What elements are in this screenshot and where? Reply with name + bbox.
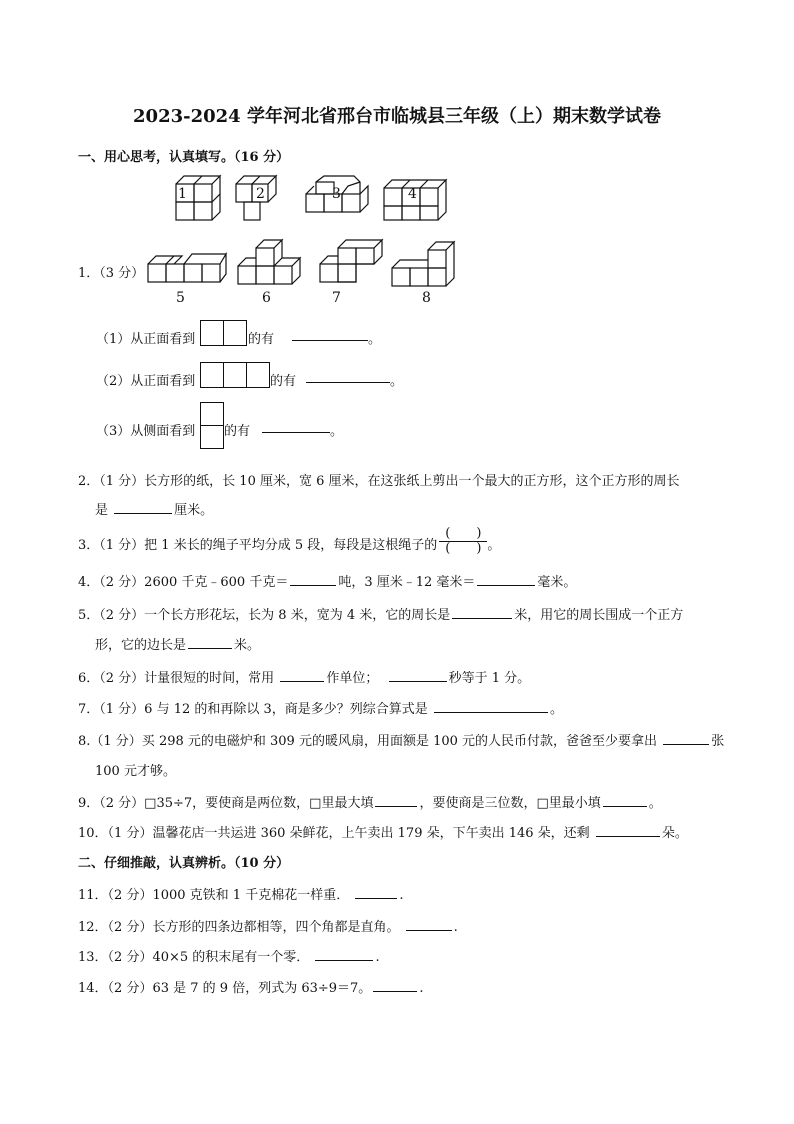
fraction-numerator[interactable]: ( ) [439, 527, 487, 542]
fraction-denominator[interactable]: ( ) [445, 540, 482, 556]
q1-sub1-prefix: （1）从正面看到 [96, 332, 196, 347]
question-2-line2 [95, 499, 213, 518]
front-view-three-squares-3 [246, 362, 270, 388]
q6-text-b: 作单位； [326, 671, 379, 686]
q8-text-a: 8.（1 分）买 298 元的电磁炉和 309 元的暖风扇，用面额是 100 元的人民币付款，爸爸至少要拿出 [78, 734, 658, 749]
q5-text-b: 米，用它的周长围成一个正方 [514, 608, 684, 623]
q5-text-c: 形，它的边长是 [95, 638, 187, 653]
figure-label-7: 7 [332, 290, 341, 306]
q2-suffix: 厘米。 [174, 503, 214, 518]
question-14 [78, 977, 423, 996]
q13-end: . [375, 950, 380, 965]
q4-blank-2[interactable] [477, 573, 535, 586]
q14-blank[interactable] [373, 979, 417, 992]
q4-text-c: 毫米。 [537, 575, 577, 590]
front-view-two-squares-left [200, 320, 224, 346]
q12-end: . [453, 920, 458, 935]
section-heading-2: 二、仔细推敲，认真辨析。（10 分） [78, 856, 290, 871]
q6-text-c: 秒等于 1 分。 [448, 671, 531, 686]
question-5 [78, 604, 683, 623]
figure-label-6: 6 [262, 290, 271, 306]
q1-sub1-blank[interactable] [292, 328, 368, 341]
q13-blank[interactable] [315, 948, 373, 961]
q1-sub1-end: 。 [368, 332, 382, 347]
q6-blank-2[interactable] [389, 669, 447, 682]
q1-sub2-end: 。 [390, 374, 404, 389]
q9-text-b: ，要使商是三位数，□里最小填 [419, 796, 601, 811]
section-heading-1: 一、用心思考，认真填写。（16 分） [78, 150, 290, 165]
front-view-three-squares-2 [223, 362, 247, 388]
q12-blank[interactable] [406, 918, 452, 931]
q12-text: 12．（2 分）长方形的四条边都相等，四个角都是直角。 [78, 920, 400, 935]
q5-text-a: 5．（2 分）一个长方形花坛，长为 8 米，宽为 4 米，它的周长是 [78, 608, 451, 623]
question-5-line2 [95, 634, 260, 653]
question-6 [78, 667, 530, 686]
q10-blank[interactable] [596, 824, 660, 837]
q1-sub3-suffix: 的有 [224, 424, 251, 439]
q7-text-a: 7．（1 分）6 与 12 的和再除以 3，商是多少？列综合算式是 [78, 702, 428, 717]
front-view-three-squares-1 [200, 362, 224, 388]
figure-label-4: 4 [408, 186, 417, 202]
question-8 [78, 730, 724, 749]
figure-label-3: 3 [332, 186, 341, 202]
q8-blank[interactable] [663, 732, 709, 745]
side-view-bottom-square [200, 425, 224, 449]
question-4 [78, 571, 576, 590]
figure-label-1: 1 [178, 186, 187, 202]
cube-figure-5 [148, 254, 226, 282]
question-8-line2: 100 元才够。 [95, 764, 176, 779]
q1-sub3-blank[interactable] [262, 420, 330, 433]
q1-sub2-blank[interactable] [306, 370, 390, 383]
q7-blank[interactable] [434, 700, 548, 713]
front-view-two-squares-right [223, 320, 247, 346]
q13-text: 13．（2 分）40×5 的积末尾有一个零． [78, 950, 310, 965]
side-view-top-square [200, 402, 224, 426]
q4-text-a: 4．（2 分）2600 千克﹣600 千克＝ [78, 575, 289, 590]
q2-prefix: 是 [95, 503, 109, 518]
cube-figure-6 [238, 240, 300, 284]
question-11 [78, 884, 403, 903]
figure-label-5: 5 [176, 290, 185, 306]
cube-figure-7 [320, 240, 382, 282]
q3-end: 。 [487, 538, 501, 553]
q7-text-b: 。 [549, 702, 563, 717]
q1-sub3-end: 。 [330, 424, 344, 439]
figure-label-8: 8 [422, 290, 431, 306]
question-10 [78, 822, 688, 841]
q9-blank-1[interactable] [375, 794, 417, 807]
q4-text-b: 吨，3 厘米﹣12 毫米＝ [338, 575, 476, 590]
q9-blank-2[interactable] [603, 794, 647, 807]
q3-text: 3．（1 分）把 1 米长的绳子平均分成 5 段，每段是这根绳子的 [78, 538, 438, 553]
q6-text-a: 6．（2 分）计量很短的时间，常用 [78, 671, 275, 686]
question-2: 2．（1 分）长方形的纸，长 10 厘米，宽 6 厘米，在这张纸上剪出一个最大的正方形，这个正方形的周长 [78, 474, 680, 489]
question-1-number: 1．（3 分） [78, 266, 145, 281]
q5-blank-1[interactable] [452, 606, 512, 619]
q6-blank-1[interactable] [280, 669, 324, 682]
q4-blank-1[interactable] [290, 573, 336, 586]
figure-label-2: 2 [256, 186, 265, 202]
fraction-blank[interactable] [439, 527, 487, 556]
q10-text-a: 10．（1 分）温馨花店一共运进 360 朵鲜花，上午卖出 179 朵，下午卖出 146 朵，还剩 [78, 826, 590, 841]
q9-text-c: 。 [648, 796, 662, 811]
question-13 [78, 946, 380, 965]
q1-sub3-prefix: （3）从侧面看到 [96, 424, 196, 439]
q1-sub1-suffix: 的有 [248, 332, 275, 347]
q8-text-b: 张 [711, 734, 725, 749]
q1-sub2-prefix: （2）从正面看到 [96, 374, 196, 389]
question-12 [78, 916, 458, 935]
q11-text: 11．（2 分）1000 克铁和 1 千克棉花一样重． [78, 888, 350, 903]
q1-sub2-suffix: 的有 [270, 374, 297, 389]
question-3 [78, 525, 501, 556]
q9-text-a: 9．（2 分）□35÷7，要使商是两位数，□里最大填 [78, 796, 374, 811]
question-7 [78, 698, 563, 717]
q14-end: . [419, 981, 424, 996]
cube-figure-8 [392, 242, 454, 286]
q14-text: 14．（2 分）63 是 7 的 9 倍，列式为 63÷9＝7。 [78, 981, 372, 996]
q2-blank[interactable] [114, 501, 172, 514]
q11-end: . [399, 888, 404, 903]
question-9 [78, 792, 662, 811]
q5-blank-2[interactable] [188, 636, 232, 649]
page-title: 2023-2024 学年河北省邢台市临城县三年级（上）期末数学试卷 [133, 106, 661, 127]
q5-text-d: 米。 [234, 638, 261, 653]
q11-blank[interactable] [355, 886, 397, 899]
q10-text-b: 朵。 [661, 826, 688, 841]
